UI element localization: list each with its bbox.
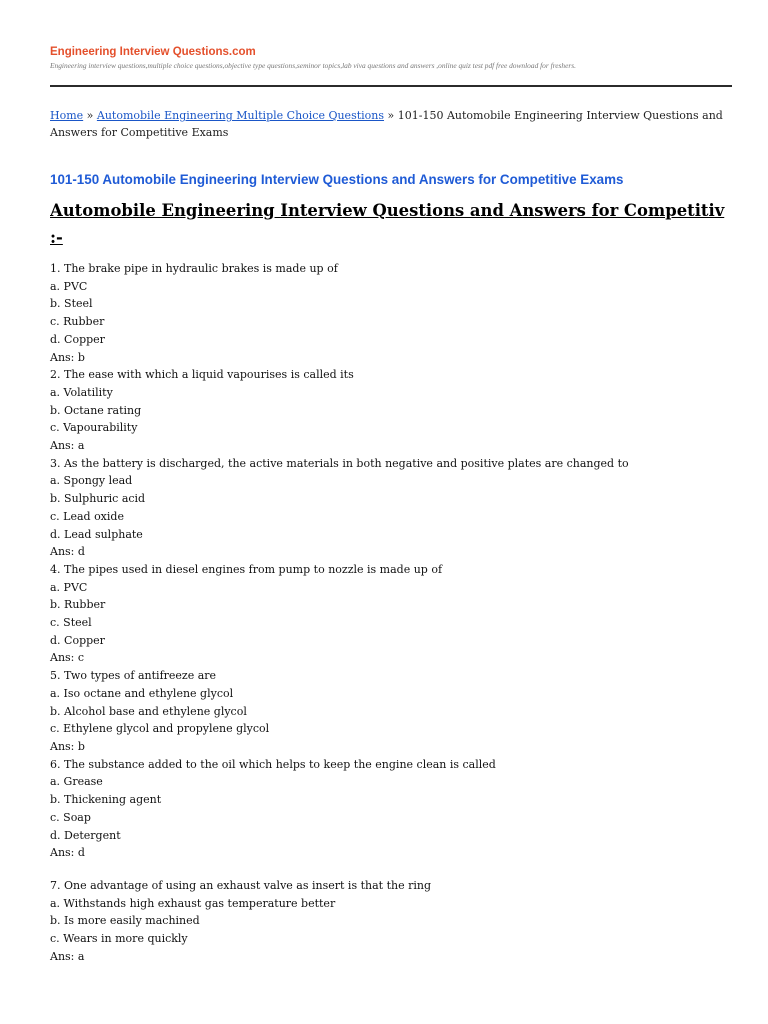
option: c. Lead oxide [50,509,124,523]
option: b. Octane rating [50,403,142,417]
question-item [50,366,750,455]
question-text: 3. As the battery is discharged, the active materials in both negative and positive plates are changed to [50,456,629,470]
answer: Ans: a [50,949,85,963]
breadcrumb-separator: » [83,109,97,122]
question-text: 7. One advantage of using an exhaust valve as insert is that the ring [50,878,431,892]
question-item [50,667,750,756]
option: d. Copper [50,633,105,647]
option: b. Thickening agent [50,793,162,807]
site-title-link[interactable]: Engineering Interview Questions.com [50,46,256,58]
breadcrumb-separator: » [384,109,398,122]
question-list [50,260,750,965]
question-text: 2. The ease with which a liquid vapourises is called its [50,368,354,382]
answer: Ans: a [50,439,85,453]
option: b. Is more easily machined [50,914,200,928]
breadcrumb [50,107,740,141]
option: c. Wears in more quickly [50,932,188,946]
question-text: 6. The substance added to the oil which helps to keep the engine clean is called [50,757,496,771]
option: c. Steel [50,616,92,630]
question-item [50,455,750,561]
option: d. Lead sulphate [50,527,143,541]
answer: Ans: b [50,350,85,364]
option: a. Withstands high exhaust gas temperature better [50,896,336,910]
main-heading-block [50,197,732,257]
option: c. Soap [50,810,91,824]
question-item [50,877,750,966]
option: c. Vapourability [50,421,138,435]
option: b. Steel [50,297,93,311]
option: a. Grease [50,775,103,789]
question-item [50,260,750,366]
paragraph-gap [50,862,750,877]
answer: Ans: b [50,739,85,753]
question-item [50,561,750,667]
option: a. PVC [50,580,88,594]
breadcrumb-current: 101-150 Automobile Engineering Interview Questions and Answers for Competitive Exams [50,109,723,139]
question-text: 4. The pipes used in diesel engines from pump to nozzle is made up of [50,562,443,576]
main-heading-tail: :- [50,228,63,247]
question-text: 5. Two types of antifreeze are [50,669,217,683]
option: b. Sulphuric acid [50,492,146,506]
option: a. Spongy lead [50,474,133,488]
answer: Ans: d [50,545,85,559]
site-tagline: Engineering interview questions,multiple choice questions,objective type questions,seminor topics,lab viva questions and answers ,online quiz test pdf free download for freshers. [50,61,576,70]
breadcrumb-home-link[interactable]: Home [50,109,84,122]
option: c. Rubber [50,315,105,329]
answer: Ans: d [50,846,85,860]
breadcrumb-category-link[interactable]: Automobile Engineering Multiple Choice Questions [96,109,385,122]
answer: Ans: c [50,651,85,665]
option: a. PVC [50,279,88,293]
question-text: 1. The brake pipe in hydraulic brakes is made up of [50,262,338,275]
option: a. Iso octane and ethylene glycol [50,686,234,700]
option: a. Volatility [50,385,113,399]
post-title: 101-150 Automobile Engineering Interview Questions and Answers for Competitive Exams [50,172,624,187]
option: b. Rubber [50,598,106,612]
main-heading: Automobile Engineering Interview Questions and Answers for Competitiv [50,201,725,220]
option: c. Ethylene glycol and propylene glycol [50,722,270,736]
option: d. Copper [50,332,105,346]
header-divider [50,85,732,87]
option: b. Alcohol base and ethylene glycol [50,704,247,718]
question-item [50,756,750,862]
option: d. Detergent [50,828,121,842]
